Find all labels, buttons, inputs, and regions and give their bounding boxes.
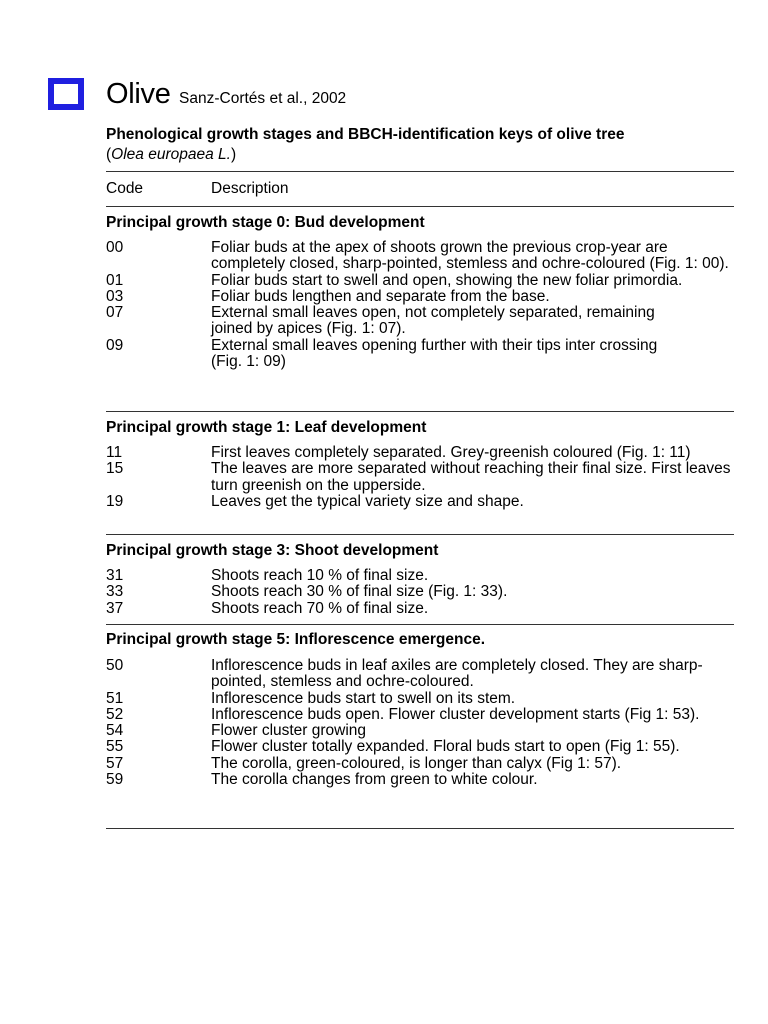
table-row	[106, 273, 746, 289]
row-code: 07	[106, 304, 124, 322]
row-description: Inflorescence buds in leaf axiles are completely closed. They are sharp-pointed, stemless and ochre-coloured.	[211, 657, 703, 691]
table-row	[106, 240, 746, 273]
row-code: 03	[106, 287, 124, 305]
row-description: Inflorescence buds start to swell on its stem.	[211, 689, 516, 707]
divider	[106, 534, 734, 535]
code-column-header: Code	[106, 180, 144, 197]
subtitle-close-paren: )	[230, 146, 237, 163]
table-row	[106, 568, 746, 584]
row-code: 52	[106, 705, 124, 723]
title-text: Olive	[106, 78, 171, 110]
row-code: 11	[106, 444, 123, 461]
row-code: 54	[106, 722, 124, 740]
table-row	[106, 494, 746, 510]
row-description: External small leaves opening further with their tips inter crossing (Fig. 1: 09)	[211, 336, 658, 371]
divider	[106, 206, 734, 207]
author-citation: Sanz-Cortés et al., 2002	[179, 90, 347, 107]
row-description: Flower cluster growing	[211, 722, 367, 740]
table-row	[106, 584, 746, 600]
divider	[106, 624, 734, 625]
row-code: 59	[106, 771, 124, 789]
row-description: Shoots reach 30 % of final size (Fig. 1: 33).	[211, 583, 508, 601]
subtitle	[106, 125, 624, 165]
stage-heading: Principal growth stage 5: Inflorescence emergence.	[106, 631, 486, 648]
description-column-header: Description	[211, 180, 289, 197]
row-description: Shoots reach 70 % of final size.	[211, 599, 429, 617]
row-code: 51	[106, 689, 124, 707]
table-row	[106, 772, 746, 788]
table-row	[106, 707, 746, 723]
row-code: 15	[106, 460, 124, 478]
stage-rows	[106, 658, 746, 788]
subtitle-heading: Phenological growth stages and BBCH-identification keys of olive tree	[106, 126, 625, 143]
row-description: The corolla, green-coloured, is longer than calyx (Fig 1: 57).	[211, 754, 622, 772]
table-row	[106, 445, 746, 461]
divider	[106, 828, 734, 829]
table-row	[106, 658, 746, 691]
stage-heading: Principal growth stage 3: Shoot development	[106, 542, 439, 559]
row-description: Foliar buds lengthen and separate from the base.	[211, 287, 550, 305]
row-description: Leaves get the typical variety size and shape.	[211, 492, 524, 510]
table-row	[106, 691, 746, 707]
row-code: 33	[106, 583, 124, 601]
row-description: Inflorescence buds open. Flower cluster development starts (Fig 1: 53).	[211, 705, 700, 723]
species-name: Olea europaea L.	[111, 146, 231, 163]
row-code: 50	[106, 657, 124, 674]
stage-rows	[106, 240, 746, 370]
row-description: The leaves are more separated without reaching their final size. First leaves turn greenish on the upperside.	[211, 460, 731, 494]
row-code: 00	[106, 239, 124, 256]
row-description: Foliar buds start to swell and open, showing the new foliar primordia.	[211, 271, 683, 289]
row-description: Foliar buds at the apex of shoots grown the previous crop-year are completely closed, sharp-pointed, stemless and ochre-coloured (Fig. 1: 00).	[211, 239, 729, 273]
divider	[106, 171, 734, 172]
table-row	[106, 723, 746, 739]
logo-square-icon	[48, 78, 84, 110]
row-description: First leaves completely separated. Grey-greenish coloured (Fig. 1: 11)	[211, 444, 691, 461]
page-title	[106, 78, 346, 111]
row-code: 57	[106, 754, 124, 772]
row-description: The corolla changes from green to white colour.	[211, 771, 538, 789]
subtitle-species	[106, 145, 624, 165]
stage-rows	[106, 445, 746, 510]
row-description: External small leaves open, not completely separated, remaining joined by apices (Fig. 1: 07).	[211, 304, 655, 338]
stage-heading: Principal growth stage 1: Leaf development	[106, 419, 427, 436]
table-row	[106, 739, 746, 755]
table-row	[106, 289, 746, 305]
row-code: 31	[106, 567, 124, 584]
row-code: 01	[106, 271, 124, 289]
table-row	[106, 305, 746, 338]
row-code: 37	[106, 599, 124, 617]
table-row	[106, 461, 746, 494]
row-description: Flower cluster totally expanded. Floral buds start to open (Fig 1: 55).	[211, 738, 680, 756]
subtitle-open-paren: (	[106, 146, 112, 163]
row-description: Shoots reach 10 % of final size.	[211, 567, 429, 584]
divider	[106, 411, 734, 412]
table-row	[106, 601, 746, 617]
stage-heading: Principal growth stage 0: Bud development	[106, 214, 425, 231]
row-code: 19	[106, 492, 124, 510]
table-row	[106, 338, 746, 371]
row-code: 09	[106, 336, 124, 354]
row-code: 55	[106, 738, 124, 756]
table-row	[106, 756, 746, 772]
stage-rows	[106, 568, 746, 617]
